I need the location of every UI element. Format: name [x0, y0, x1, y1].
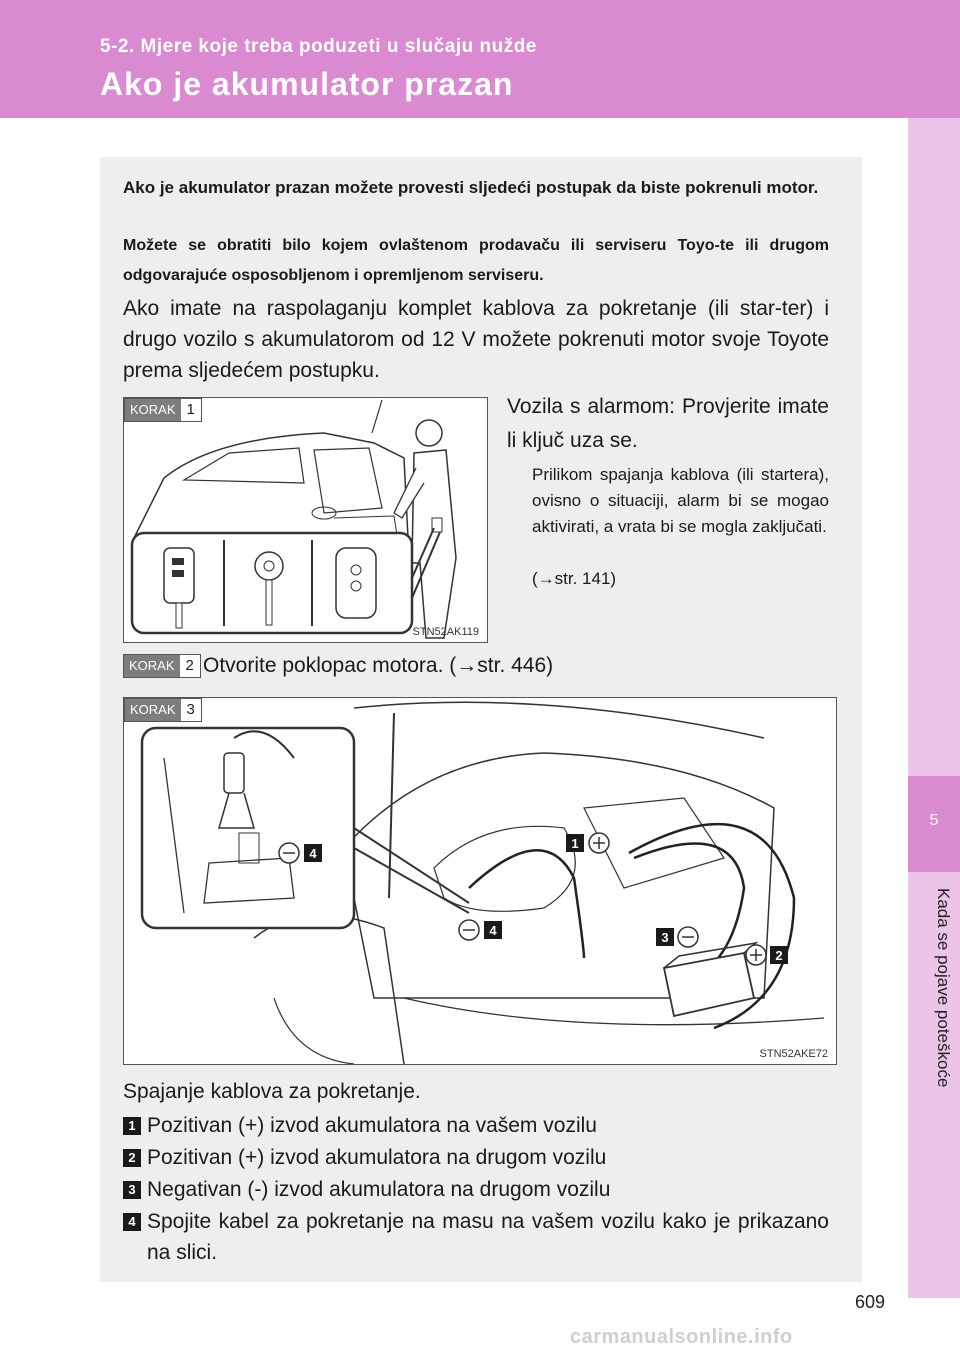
number-badge: 2 — [123, 1149, 141, 1167]
page-number: 609 — [855, 1292, 886, 1312]
step-tag-word: KORAK — [125, 699, 181, 721]
step3-figure — [123, 697, 837, 1065]
car-door-key-illustration — [124, 398, 487, 642]
svg-text:1: 1 — [571, 836, 579, 851]
step-tag-word: KORAK — [124, 655, 180, 677]
list-item-text: Pozitivan (+) izvod akumulatora na drugom vozilu — [147, 1146, 607, 1169]
watermark: carmanualsonline.info — [570, 1326, 793, 1348]
svg-text:4: 4 — [489, 923, 497, 938]
number-badge: 4 — [123, 1213, 141, 1231]
number-badge: 3 — [123, 1181, 141, 1199]
chapter-title: Kada se pojave poteškoće — [934, 888, 953, 1088]
step2-tag — [123, 654, 201, 678]
step1-note: Prilikom spajanja kablova (ili startera), ovisno o situaciji, alarm bi se mogao aktivirati, a vrata bi se mogla zaključati. — [532, 465, 829, 536]
callout-3 — [656, 927, 698, 947]
step1-note-ref: (→str. 141) — [532, 569, 617, 588]
step1-text: Vozila s alarmom: Provjerite imate li ključ uza se. — [507, 395, 829, 452]
list-item — [123, 1142, 829, 1173]
callout-1 — [566, 833, 609, 853]
list-item — [123, 1206, 147, 1237]
svg-text:4: 4 — [309, 846, 317, 861]
list-item — [123, 1110, 829, 1141]
step1-tag — [124, 398, 202, 422]
list-item — [123, 1174, 829, 1205]
figure-code: STN52AKE72 — [759, 1048, 828, 1060]
intro-paragraph: Ako imate na raspolaganju komplet kablova za pokretanje (ili star-ter) i drugo vozilo s akumulatorom od 12 V možete pokrenuti motor svoje Toyote prema sljedećem postupku. — [123, 297, 829, 382]
step-tag-number: 2 — [185, 657, 194, 674]
callout-4-main — [459, 920, 502, 940]
list-item-text: Spojite kabel za pokretanje na masu na vašem vozilu kako je prikazano na slici. — [147, 1210, 829, 1264]
step1-figure — [123, 397, 488, 643]
intro-bold-1: Ako je akumulator prazan možete provesti sljedeći postupak da biste pokrenuli motor. — [123, 178, 819, 197]
step-tag-number: 1 — [186, 401, 195, 418]
section-label: 5-2. Mjere koje treba poduzeti u slučaju nužde — [100, 36, 537, 57]
chapter-number: 5 — [929, 812, 939, 829]
svg-text:3: 3 — [661, 930, 669, 945]
svg-text:2: 2 — [775, 948, 783, 963]
connection-heading: Spajanje kablova za pokretanje. — [123, 1080, 421, 1103]
figure-code: STN52AK119 — [412, 626, 479, 638]
jump-start-illustration — [124, 698, 836, 1064]
page-title: Ako je akumulator prazan — [100, 66, 514, 102]
number-badge: 1 — [123, 1117, 141, 1135]
step2-text: Otvorite poklopac motora. (→str. 446) — [203, 654, 554, 677]
intro-bold-2: Možete se obratiti bilo kojem ovlaštenom prodavaču ili serviseru Toyo-te ili drugom odgovarajuće osposobljenom i opremljenom serviseru. — [123, 237, 829, 284]
list-item-text: Pozitivan (+) izvod akumulatora na vašem vozilu — [147, 1114, 597, 1137]
step3-tag — [124, 698, 202, 722]
step-tag-number: 3 — [186, 701, 195, 718]
list-item-text: Negativan (-) izvod akumulatora na drugom vozilu — [147, 1178, 611, 1201]
step-tag-word: KORAK — [125, 399, 181, 421]
